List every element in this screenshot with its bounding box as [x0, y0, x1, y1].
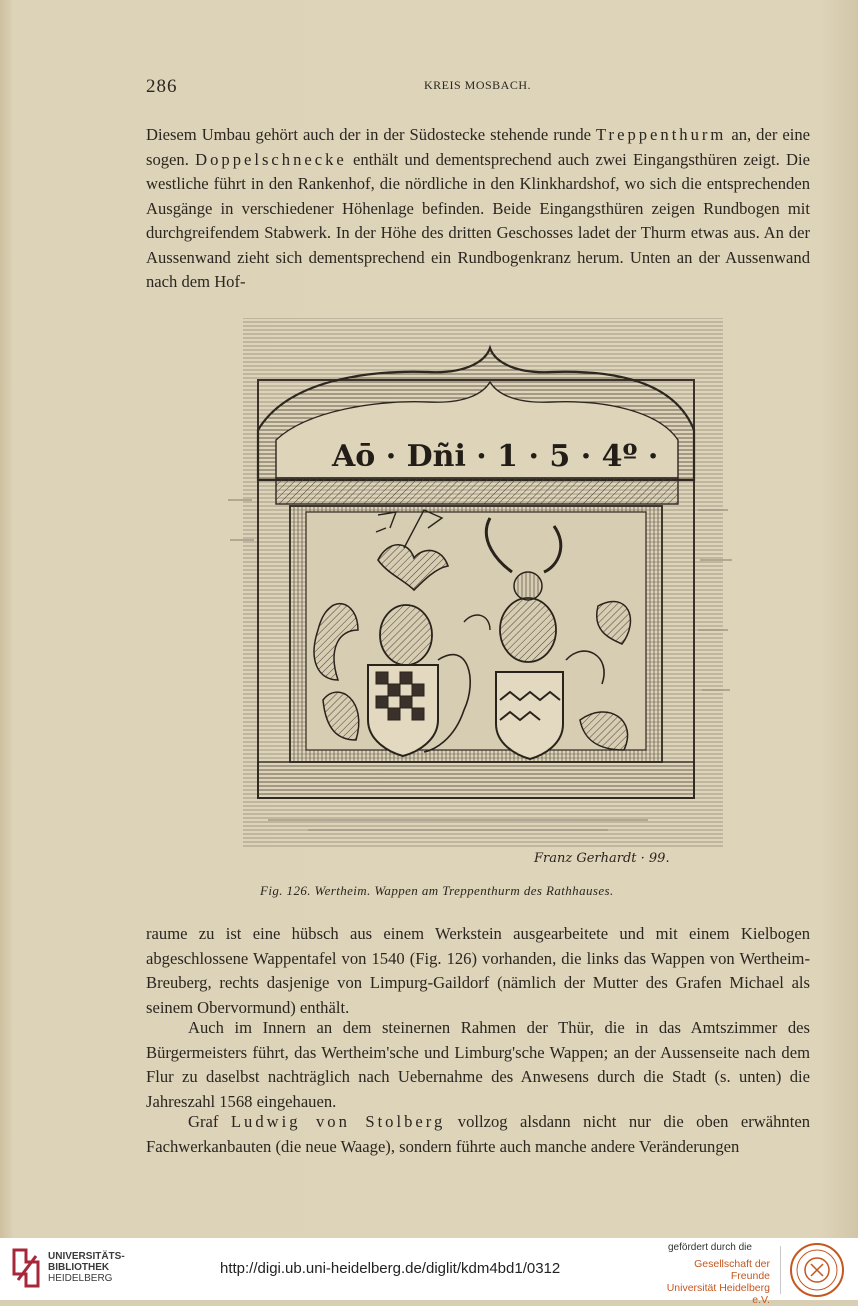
paragraph-4 [146, 1110, 810, 1159]
p1-spaced-doppelschnecke: Doppelschnecke [195, 149, 347, 169]
p1-text-e: enthält und dementsprechend auch zwei Eingangsthüren zeigt. Die westliche führt in den Rankenhof, die nördliche in den Klinkhardshof, wo sich die entsprechenden Ausgänge in verschiedener Höhenlage befinden. Beide Eingangsthüren zeigen Rundbogen mit durchgreifendem Stabwerk. In der Höhe des dritten Geschosses ladet der Thurm etwas aus. An der Aussenwand zieht sich dementsprechend ein Rundbogenkranz herum. Unten an der Aussenwand nach dem Hof- [146, 149, 811, 291]
running-head: KREIS MOSBACH. [424, 78, 532, 92]
library-line3: HEIDELBERG [48, 1273, 113, 1284]
sponsor-line2: Universität Heidelberg e.V. [666, 1282, 770, 1306]
p4-text-c: vollzog alsdann nicht nur die oben erwähnten Fachwerkanbauten (die neue Waage), sondern führte auch manche andere Veränderungen [146, 1112, 810, 1156]
footer-divider [780, 1246, 781, 1294]
sponsor-label: gefördert durch die [668, 1242, 752, 1253]
inscription-text: Aō · Dñi · 1 · 5 · 4º · [332, 439, 659, 474]
university-seal-icon [789, 1242, 845, 1298]
ub-heidelberg-logo-icon [10, 1246, 44, 1290]
permalink-url[interactable]: http://digi.ub.uni-heidelberg.de/diglit/kdm4bd1/0312 [220, 1260, 561, 1277]
p1-text-c: an, der eine sogen. [146, 125, 811, 169]
figure-wappentafel [228, 300, 738, 880]
library-line2: BIBLIOTHEK [48, 1262, 110, 1273]
paragraph-3: Auch im Innern an dem steinernen Rahmen der Thür, die in das Amtszimmer des Bürgermeisters führt, das Wertheim'sche und Limburg'sche Wappen; an der Aussenseite nach dem Flur zu daselbst nachträglich nach Uebernahme des Anwesens durch die Stadt (s. unten) die Jahreszahl 1568 eingehauen. [146, 1018, 810, 1111]
figure-caption: Fig. 126. Wertheim. Wappen am Treppenthurm des Rathhauses. [260, 883, 614, 898]
sponsor-name [660, 1258, 770, 1306]
paragraph-2: raume zu ist eine hübsch aus einem Werkstein ausgearbeitete und mit einem Kielbogen abgeschlossene Wappentafel von 1540 (Fig. 126) vorhanden, die links das Wappen von Wertheim-Breuberg, rechts dasjenige von Limpurg-Gaildorf (nämlich der Mutter des Grafen Michael als seinem Obervormund) enthält. [146, 924, 810, 1017]
page-number: 286 [146, 76, 178, 97]
p1-text-a: Diesem Umbau gehört auch der in der Südostecke stehende runde [146, 125, 591, 144]
engraver-signature: Franz Gerhardt · 99. [534, 851, 670, 866]
library-line1: UNIVERSITÄTS- [48, 1251, 125, 1262]
sponsor-line1: Gesellschaft der Freunde [694, 1258, 770, 1282]
p1-spaced-treppenthurm: Treppenthurm [596, 125, 727, 144]
coat-of-arms-engraving [228, 300, 738, 880]
p4-spaced-name: Ludwig von Stolberg [230, 1112, 446, 1131]
p4-text-a: Graf [188, 1112, 219, 1131]
footer-bar [0, 1238, 858, 1306]
paragraph-1 [146, 123, 810, 295]
library-name [48, 1251, 125, 1284]
